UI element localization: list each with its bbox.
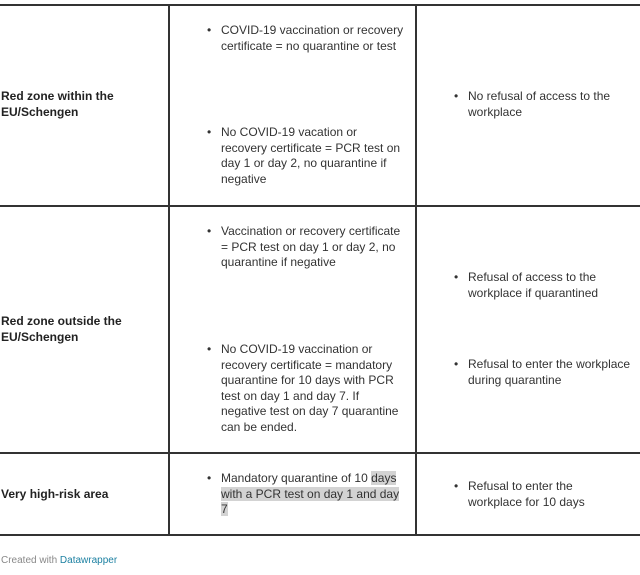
work-rules-eu-red (468, 89, 633, 120)
row-divider-1 (0, 205, 640, 207)
list-item (221, 471, 401, 518)
work-rules-very-high-risk (468, 479, 618, 510)
column-divider-1 (168, 6, 170, 534)
row-divider-2 (0, 452, 640, 454)
column-divider-2 (415, 6, 417, 534)
work-rules-non-eu-red-2 (468, 357, 633, 388)
travel-rules-non-eu-red-1 (221, 224, 401, 271)
list-item: • Vaccination or recovery certificate = PCR test on day 1 or day 2, no quarantine if negative (221, 224, 401, 271)
list-item: • No COVID-19 vaccination or recovery certificate = mandatory quarantine for 10 days with PCR test on day 1 and day 7. If negative test on day 7 quarantine can be ended. (221, 342, 401, 435)
travel-rules-very-high-risk (221, 471, 401, 518)
work-rules-non-eu-red-1 (468, 270, 633, 301)
travel-rule-intro: Mandatory quarantine of 10 (221, 471, 368, 485)
travel-rules-table (0, 4, 640, 536)
list-item: • No COVID-19 vacation or recovery certificate = PCR test on day 1 or day 2, no quarantine if negative (221, 125, 406, 187)
travel-rules-eu-red-2 (221, 125, 406, 187)
zone-label-non-eu-red: Red zone outside the EU/Schengen (1, 314, 122, 344)
datawrapper-link[interactable]: Datawrapper (59, 555, 118, 566)
list-item: • Refusal to enter the workplace for 10 days (468, 479, 618, 510)
zone-label-eu-red: Red zone within the EU/Schengen (1, 89, 114, 119)
list-item: • No refusal of access to the workplace (468, 89, 633, 120)
list-item: • COVID-19 vaccination or recovery certificate = no quarantine or test (221, 23, 406, 54)
list-item: • Refusal to enter the workplace during quarantine (468, 357, 633, 388)
travel-rules-eu-red-1 (221, 23, 406, 54)
footer-prefix: Created with (1, 555, 60, 566)
footer-credit (1, 555, 117, 566)
list-item: • Refusal of access to the workplace if quarantined (468, 270, 633, 301)
highlighted-text: days with a PCR test on day 1 and day 7 (221, 471, 400, 516)
zone-label-very-high-risk: Very high-risk area (1, 487, 109, 501)
travel-rules-non-eu-red-2 (221, 342, 401, 435)
